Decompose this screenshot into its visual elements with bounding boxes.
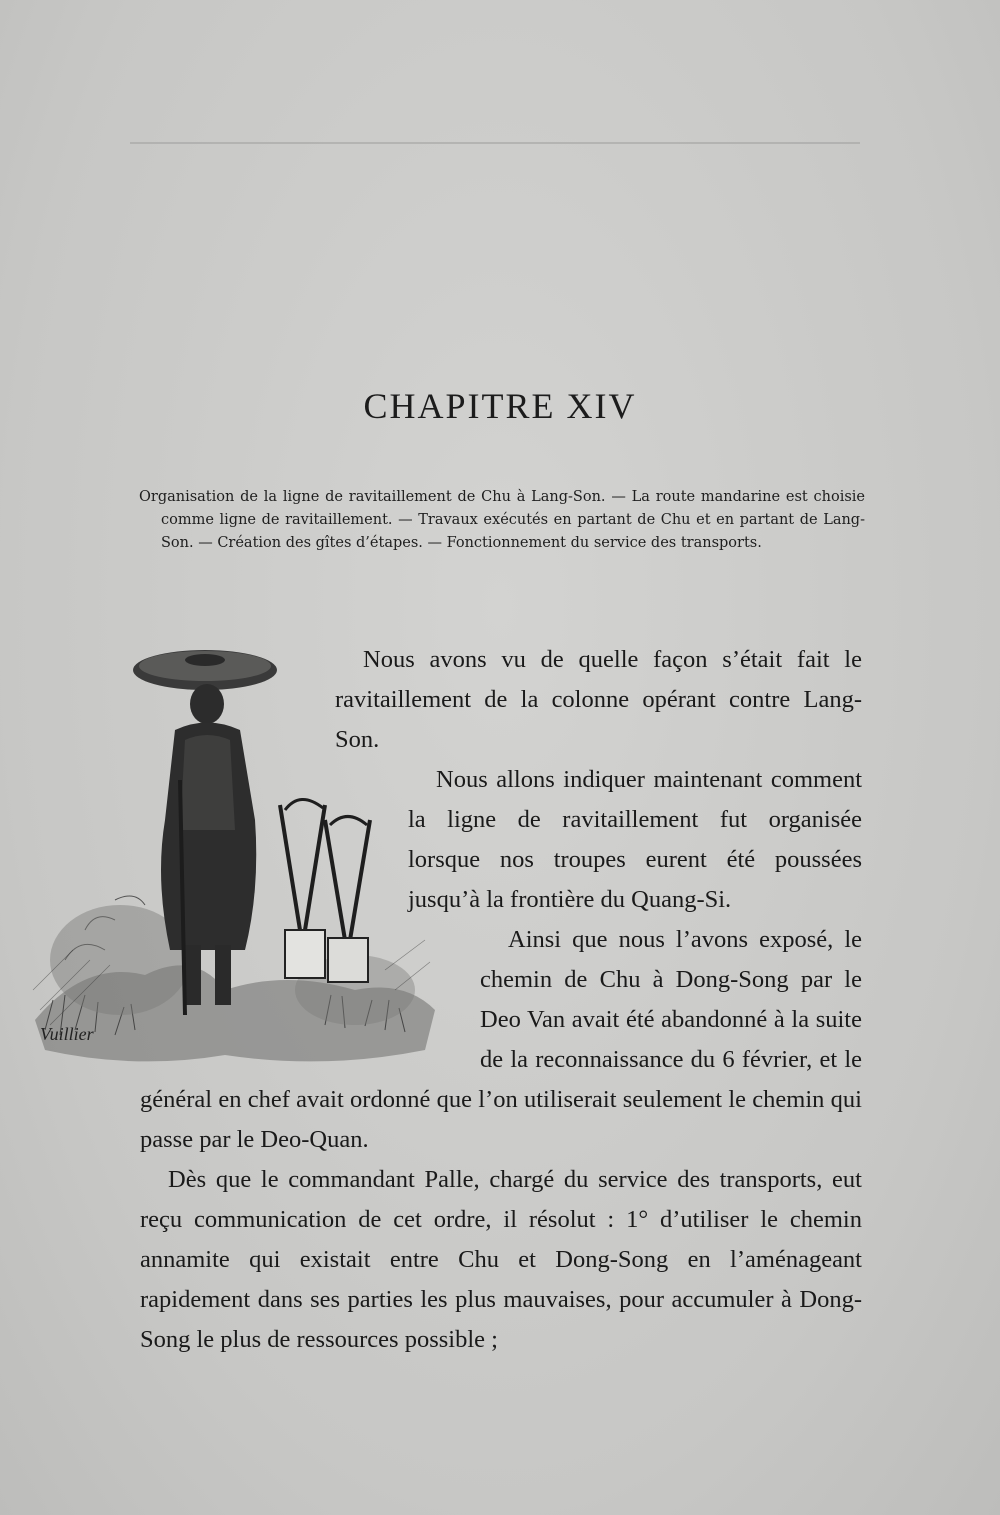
illustration-signature: Vuillier <box>40 1024 94 1044</box>
chapter-summary <box>139 486 865 555</box>
chapter-title: CHAPITRE XIV <box>363 386 637 426</box>
float-spacer <box>140 930 480 1080</box>
float-spacer <box>140 770 408 930</box>
body-text <box>140 640 862 1360</box>
paragraph-3: Ainsi que nous l’avons exposé, le chemin de Chu à Dong-Song par le Deo Van avait été abandonné à la suite de la reconnaissance du 6 février, et le général en chef avait ordonné que l’on utiliserait seulement le chemin qui passe par le Deo-Quan. <box>140 926 862 1153</box>
bleed-through-rule <box>130 142 860 144</box>
float-spacer <box>140 640 335 770</box>
paragraph-2: Nous allons indiquer maintenant comment la ligne de ravitaillement fut organisée lorsque nos troupes eurent été poussées jusqu’à la frontière du Quang-Si. <box>408 766 862 913</box>
summary-text: Organisation de la ligne de ravitaillement de Chu à Lang-Son. — La route mandarine est choisie comme ligne de ravitaillement. — Travaux exécutés en partant de Chu et en partant de Lang-Son. — Création des gîtes d’étapes. — Fonctionnement du service des transports. <box>139 489 865 551</box>
paragraph-1: Nous avons vu de quelle façon s’était fait le ravitaillement de la colonne opérant contre Lang-Son. <box>335 646 862 753</box>
paragraph-4: Dès que le commandant Palle, chargé du service des transports, eut reçu communication de cet ordre, il résolut : 1° d’utiliser le chemin annamite qui existait entre Chu et Dong-Song en l’aménageant rapidement dans ses parties les plus mauvaises, pour accumuler à Dong-Song le plus de ressources possible ; <box>140 1166 862 1353</box>
